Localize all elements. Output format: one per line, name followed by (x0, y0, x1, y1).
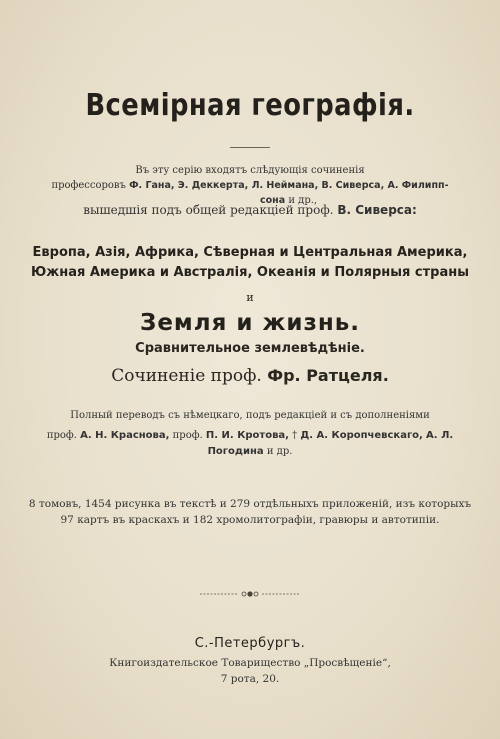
title-rule (230, 147, 270, 148)
editor-text: вышедшiя подъ общей редакцiей проф. (83, 203, 334, 217)
essay-author: Фр. Ратцеля. (267, 366, 389, 385)
series-intro (0, 163, 500, 208)
title-prof: проф. (172, 430, 203, 441)
editor-line (0, 203, 500, 218)
translation-credits (0, 406, 500, 462)
editor-koropchevsky: Д. А. Коропчевскаго, (300, 430, 423, 441)
title-prof: проф. (46, 430, 77, 441)
conjunction: и (246, 291, 254, 304)
regions-line-2: Южная Америка и Австралiя, Океанiя и Полярныя страны (31, 265, 469, 280)
volumes-line-1: 8 томовъ, 1454 рисунка въ текстѣ и 279 отдѣльныхъ приложенiй, изъ которыхъ (28, 498, 472, 510)
editor-pogodin: Погодина (207, 446, 264, 457)
publisher-line-2: 7 рота, 20. (220, 673, 280, 685)
regions-line-1: Европа, Азiя, Африка, Сѣверная и Центральная Америка, (32, 245, 468, 260)
volumes-info (0, 496, 500, 528)
translation-line-1: Полный переводъ съ нѣмецкаго, подъ редакцiей и съ дополненiями (70, 410, 430, 421)
earth-title: Земля и жизнь. (139, 310, 361, 336)
publisher (0, 655, 500, 687)
intro-line-1: Въ эту серiю входятъ слѣдующiя сочиненiя (135, 165, 365, 176)
editor-krasnov: А. Н. Краснова, (80, 430, 170, 441)
regions-list (0, 243, 500, 283)
main-title: Всемiрная географiя. (85, 88, 415, 123)
volumes-line-2: 97 картъ въ краскахъ и 182 хромолитографiи, гравюры и автотипiи. (60, 514, 440, 526)
intro-authors-cont: сона (260, 195, 286, 206)
editor-pogodin-initials: А. Л. (426, 430, 454, 441)
editor-name: В. Сиверса: (337, 203, 417, 217)
publisher-line-1: Книгоиздательское Товарищество „Просвѣщенiе“, (109, 657, 391, 669)
essay-line (0, 366, 500, 386)
intro-line-2 (0, 178, 500, 193)
essay-text: Сочиненiе проф. (111, 366, 262, 386)
translation-etc: и др. (266, 446, 293, 457)
editor-krotov: П. И. Кротова, (205, 430, 289, 441)
intro-prefix: профессоровъ (51, 180, 126, 191)
ornament-divider (200, 589, 300, 599)
dagger-mark: † (292, 430, 298, 441)
intro-authors: Ф. Гана, Э. Деккерта, Л. Неймана, В. Сиверса, А. Филипп- (129, 180, 449, 191)
intro-etc: и др., (288, 195, 318, 206)
city: С.-Петербургъ. (194, 636, 306, 651)
comparative-subtitle: Сравнительное землевѣдѣнiе. (135, 341, 365, 356)
